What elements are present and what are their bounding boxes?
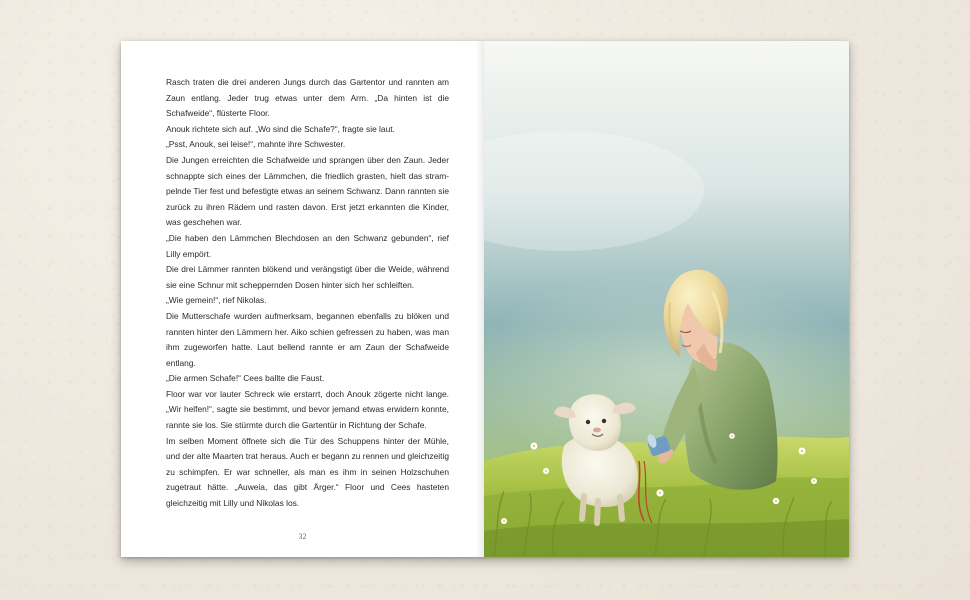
left-page xyxy=(121,41,484,557)
paragraph: Die Jungen erreichten die Schafweide und sprangen über den Zaun. Jeder schnappte sich eines der Lämmchen, die friedlich grasten, hielt das stram-pelnde Tier fest und befestigte etwas an seinem Schwanz. Dann rannten sie zurück zu ihren Rädern und rasten davon. Erst jetzt erkannten die Kinder, was geschehen war. xyxy=(166,154,449,228)
paragraph: Anouk richtete sich auf. „Wo sind die Schafe?“, fragte sie laut. xyxy=(166,123,395,134)
paragraph: „Psst, Anouk, sei leise!“, mahnte ihre Schwester. xyxy=(166,139,346,150)
paragraph: Rasch traten die drei anderen Jungs durch das Gartentor und rannten am Zaun entlang. Jeder trug etwas unter dem Arm. „Da hinten ist die Schafweide“, flüsterte Floor. xyxy=(166,77,449,119)
paragraph: Floor war vor lauter Schreck wie erstarrt, doch Anouk zögerte nicht lange. „Wir helfen!“, sagte sie bestimmt, und bevor jemand etwas erwidern konnte, rannte sie los. Sie stürmte durch die Gartentür in Richtung der Schafe. xyxy=(166,388,449,431)
paragraph: „Wie gemein!“, rief Nikolas. xyxy=(166,295,267,306)
paragraph: Die drei Lämmer rannten blökend und verängstigt über die Weide, während sie eine Schnur mit scheppernden Dosen hinter sich her schleiften. xyxy=(166,264,449,290)
right-page xyxy=(484,41,849,557)
paragraph: Im selben Moment öffnete sich die Tür des Schuppens hinter der Mühle, und der alte Maarten trat heraus. Auch er begann zu rennen und gleichzeitig zu schimpfen. Er war schneller, als man es ihm in seinen Holzschuhen zugetraut hätte. „Auweia, das gibt Ärger.“ Floor und Cees hasteten gleichzeitig mit Lilly und Nikolas los. xyxy=(166,435,449,509)
illustration-child-with-lamb xyxy=(484,41,849,557)
book-spread xyxy=(121,41,849,557)
paragraph: „Die haben den Lämmchen Blechdosen an den Schwanz gebunden“, rief Lilly empört. xyxy=(166,232,449,259)
story-text xyxy=(166,75,449,512)
paragraph: „Die armen Schafe!“ Cees ballte die Faust. xyxy=(166,373,325,384)
paragraph: Die Mutterschafe wurden aufmerksam, begannen ebenfalls zu blöken und rannten hinter den Lämmern her. Aiko schien gefressen zu haben, was man ihm zugeworfen hatte. Laut bellend rannte er am Zaun der Schafweide entlang. xyxy=(166,310,449,368)
page-number: 32 xyxy=(298,532,307,541)
